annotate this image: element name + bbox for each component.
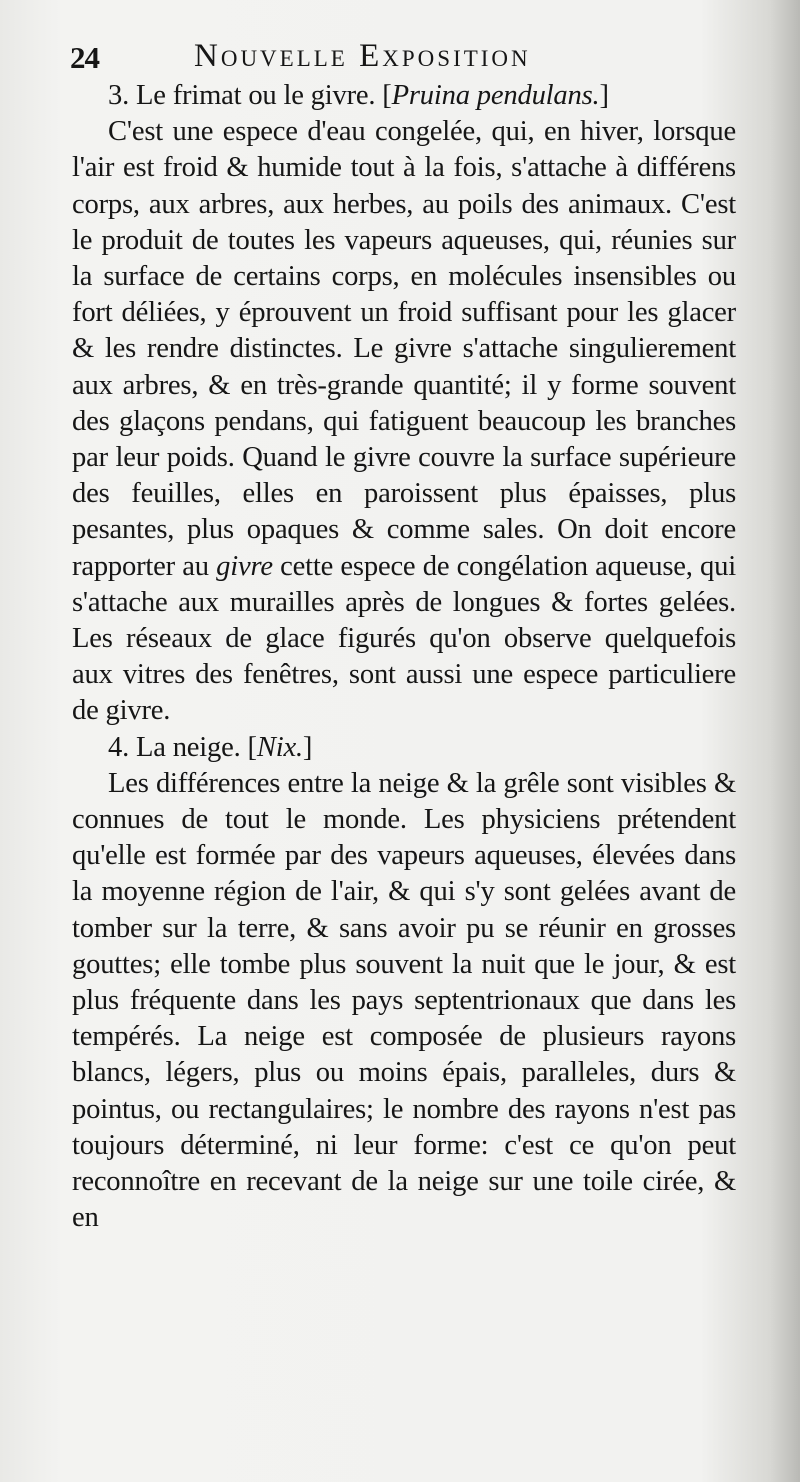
paragraph-text: Les différences entre la neige & la grêle sont visibles & connues de tout le monde. Les physiciens prétendent qu'elle est formée par des vapeurs aqueuses, élevées dans la moyenne région de l'air, & qui s'y sont gelées avant de tomber sur la terre, & sans avoir pu se réunir en grosses gouttes; elle tombe plus souvent la nuit que le jour, & est plus fréquente dans les pays septentrionaux que dans les tempérés. La neige est composée de plusieurs rayons blancs, légers, plus ou moins épais, paralleles, durs & pointus, ou rectangulaires; le nombre des rayons n'est pas toujours déterminé, ni leur forme: c'est ce qu'on peut reconnoître en recevant de la neige sur une toile cirée, & en	[72, 767, 736, 1234]
paragraph-givre	[72, 114, 736, 729]
heading-bracket: ]	[302, 731, 313, 763]
italic-term: givre	[216, 550, 273, 582]
page-number: 24	[70, 40, 99, 75]
paragraph-text: C'est une espece d'eau congelée, qui, en hiver, lorsque l'air est froid & humide tout à la fois, s'attache à différens corps, aux arbres, aux herbes, au poils des animaux. C'est le produit de toutes les vapeurs aqueuses, qui, réunies sur la surface de certains corps, en molécules insensibles ou fort déliées, y éprouvent un froid suffisant pour les glacer & les rendre distinctes. Le givre s'attache singulierement aux arbres, & en très-grande quantité; il y forme souvent des glaçons pendans, qui fatiguent beaucoup les branches par leur poids. Quand le givre couvre la surface supérieure des feuilles, elles en paroissent plus épaisses, plus pesantes, plus opaques & comme sales. On doit encore rapporter au	[72, 116, 736, 582]
paragraph-neige	[72, 766, 736, 1237]
section-heading-neige	[72, 730, 736, 766]
section-heading-givre	[72, 78, 736, 114]
heading-bracket: ]	[599, 80, 609, 111]
latin-name: Nix.	[256, 731, 303, 763]
running-title: Nouvelle Exposition	[194, 38, 531, 74]
body-text	[72, 78, 736, 1237]
heading-text: 4. La neige. [	[108, 731, 257, 763]
page-header	[70, 36, 730, 80]
heading-text: 3. Le frimat ou le givre. [	[108, 80, 392, 111]
paragraph-text-end: cette espece de congélation aqueuse, qui s'attache aux murailles après de longues & fortes gelées. Les réseaux de glace figurés qu'on observe quelquefois aux vitres des fenêtres, sont aussi une espece particuliere de givre.	[72, 550, 736, 727]
latin-name: Pruina pendulans.	[391, 80, 600, 111]
